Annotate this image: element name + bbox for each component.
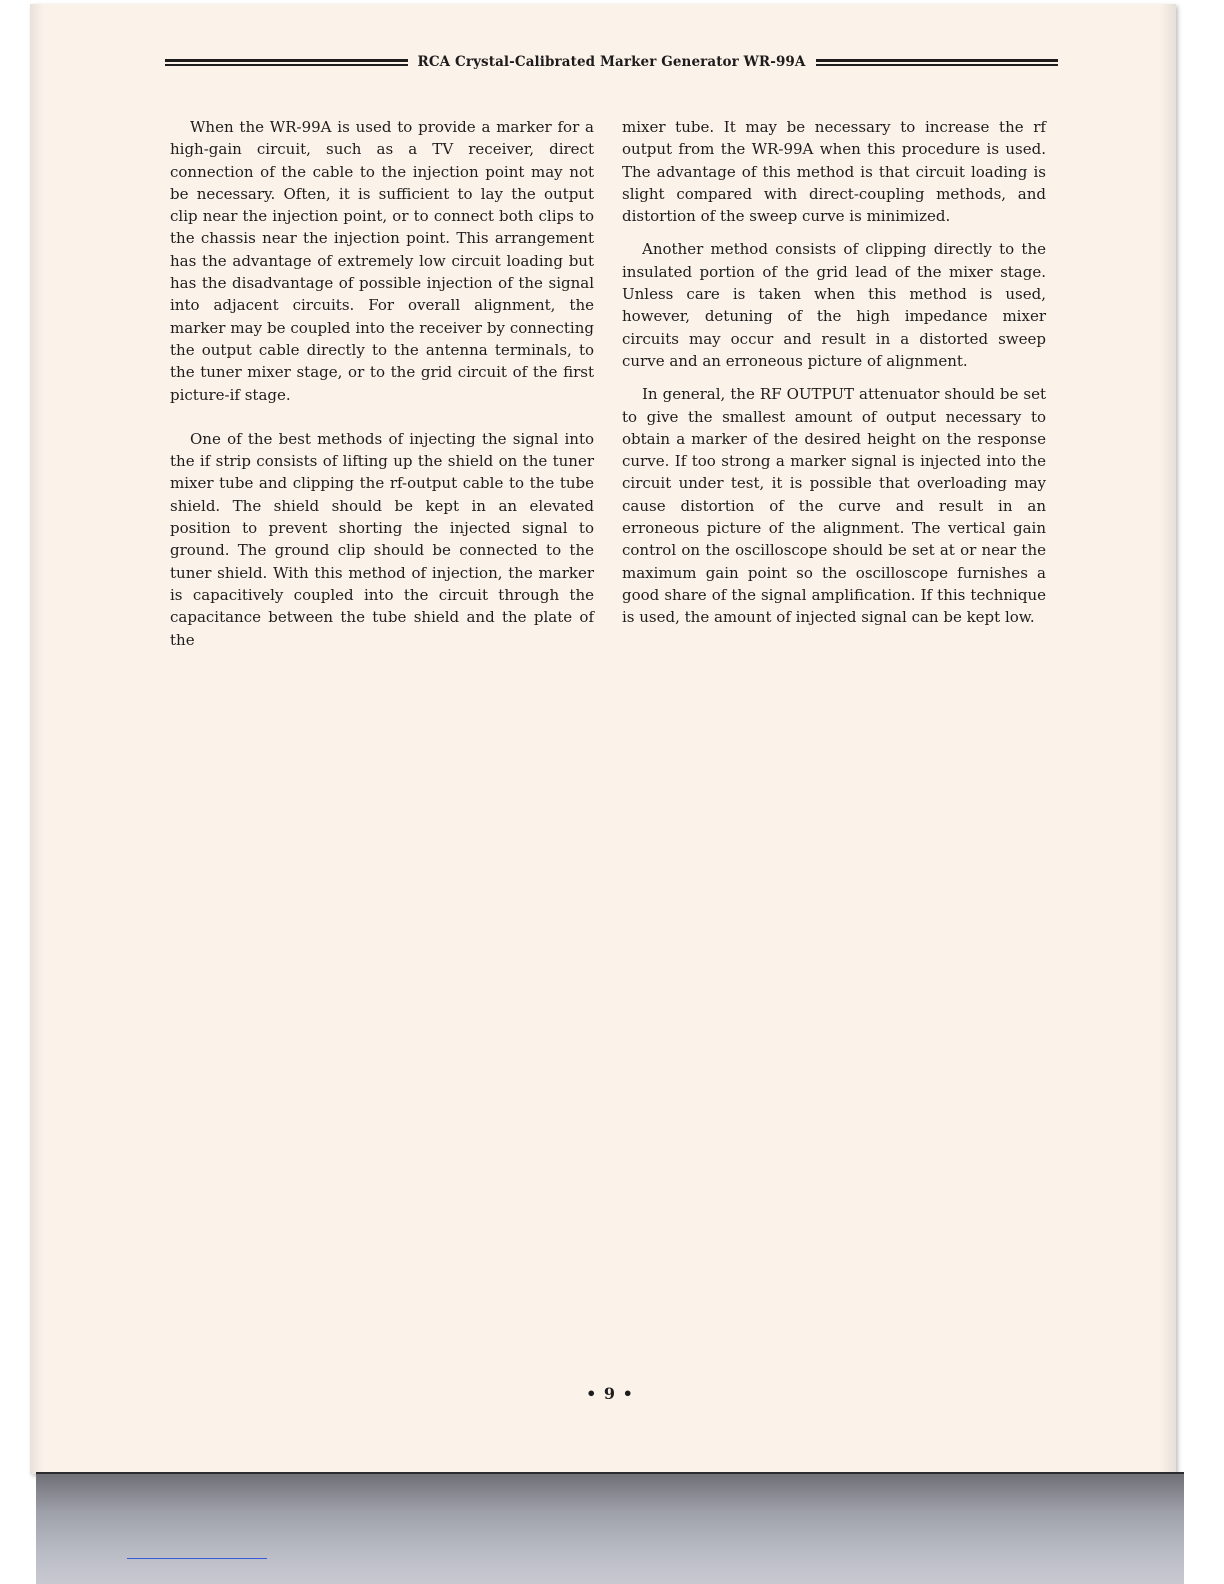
scan-background [0,0,30,1584]
running-header [165,52,1058,72]
header-rule-right [816,59,1059,66]
right-column [622,116,1046,629]
paragraph-marker-high-gain: When the WR-99A is used to provide a marker for a high-gain circuit, such as a TV receiver, direct connection of the cable to the injection point may not be necessary. Often, it is sufficient to lay the output clip near the injection point, or to connect both clips to the chassis near the injection point. This arrangement has the advantage of extremely low circuit loading but has the disadvantage of possible injection of the signal into adjacent circuits. For overall alignment, the marker may be coupled into the receiver by connecting the output cable directly to the antenna terminals, to the tuner mixer stage, or to the grid circuit of the first picture-if stage. [170,118,594,404]
left-column [170,116,594,651]
paragraph-mixer-tube-continued: mixer tube. It may be necessary to increase the rf output from the WR-99A when this procedure is used. The advantage of this method is that circuit loading is slight compared with direct-coupling methods, and distortion of the sweep curve is minimized. [622,118,1046,226]
stray-line [127,1558,267,1559]
header-title: RCA Crystal-Calibrated Marker Generator WR-99A [417,54,806,70]
scanner-bed [36,1474,1184,1584]
header-rule-left [165,59,408,66]
page-number: • 9 • [586,1384,634,1403]
page-left-edge [30,4,44,1474]
paragraph-rf-output-attenuator: In general, the RF OUTPUT attenuator should be set to give the smallest amount of output necessary to obtain a marker of the desired height on the response curve. If too strong a marker signal is injected into the circuit under test, it is possible that overloading may cause distortion of the curve and result in an erroneous picture of the alignment. The vertical gain control on the oscilloscope should be set at or near the maximum gain point so the oscilloscope furnishes a good share of the signal amplification. If this technique is used, the amount of injected signal can be kept low. [622,385,1046,627]
paragraph-grid-lead-method: Another method consists of clipping directly to the insulated portion of the grid lead of the mixer stage. Unless care is taken when this method is used, however, detuning of the high impedance mixer circuits may occur and result in a distorted sweep curve and an erroneous picture of alignment. [622,240,1046,370]
page-right-edge [1160,4,1176,1474]
paragraph-injecting-signal: One of the best methods of injecting the signal into the if strip consists of lifting up the shield on the tuner mixer tube and clipping the rf-output cable to the tube shield. The shield should be kept in an elevated position to prevent shorting the injected signal to ground. The ground clip should be connected to the tuner shield. With this method of injection, the marker is capacitively coupled into the circuit through the capacitance between the tube shield and the plate of the [170,429,594,649]
